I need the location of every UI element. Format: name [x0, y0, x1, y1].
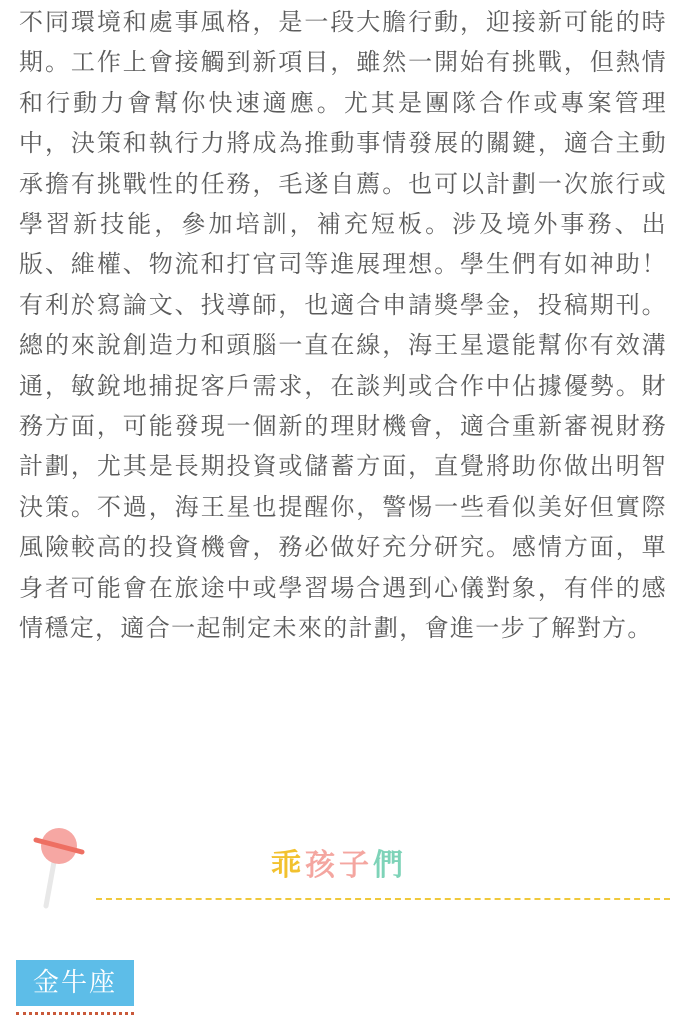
horoscope-paragraph: 不同環境和處事風格，是一段大膽行動，迎接新可能的時期。工作上會接觸到新項目，雖然一開始有挑戰，但熱情和行動力會幫你快速適應。尤其是團隊合作或專案管理中，決策和執行力將成為推動事情發展的關鍵，適合主動承擔有挑戰性的任務，毛遂自薦。也可以計劃一次旅行或學習新技能，參加培訓，補充短板。涉及境外事務、出版、維權、物流和打官司等進展理想。學生們有如神助！有利於寫論文、找導師，也適合申請獎學金，投稿期刊。總的來說創造力和頭腦一直在線，海王星還能幫你有效溝通，敏銳地捕捉客戶需求，在談判或合作中佔據優勢。財務方面，可能發現一個新的理財機會，適合重新審視財務計劃，尤其是長期投資或儲蓄方面，直覺將助你做出明智決策。不過，海王星也提醒你，警惕一些看似美好但實際風險較高的投資機會，務必做好充分研究。感情方面，單身者可能會在旅途中或學習場合遇到心儀對象，有伴的感情穩定，適合一起制定未來的計劃，會進一步了解對方。: [19, 8, 667, 643]
section-title: [0, 840, 678, 884]
section-title-char: 們: [373, 848, 407, 883]
section-title-char: 乖: [271, 848, 305, 883]
zodiac-sign-tag: 金牛座: [16, 960, 134, 1006]
section-title-char: 子: [339, 848, 373, 883]
section-divider: [96, 898, 670, 900]
article: [19, 0, 667, 649]
sign-underline: [16, 1012, 134, 1015]
section-title-char: 孩: [305, 848, 339, 883]
